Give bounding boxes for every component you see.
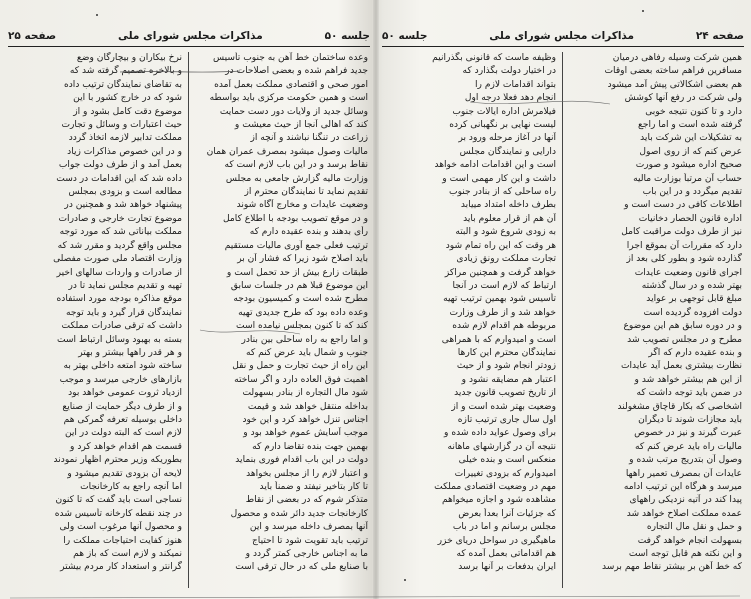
text-line: موقع مذاکره بودجه مورد استفاده xyxy=(56,294,182,305)
text-line: باید مجازات شوند تا دیگران xyxy=(638,414,742,425)
text-line: و در موقع تصویب بودجه با اطلاع کامل xyxy=(223,213,368,224)
text-line: است و همین حکومت مرکزی باید بواسطه xyxy=(209,93,368,104)
text-line: است و امیدوارم که با همراهی xyxy=(441,334,556,345)
text-line: اما آنچه راجع به کارخانجات xyxy=(80,482,182,492)
text-line: وعده داده بود که طرح جدیدی تهیه xyxy=(238,307,368,318)
text-line: شود که در خارج کشور با این xyxy=(73,93,182,104)
text-line: مبلغ قابل توجهی بر عواید xyxy=(646,294,742,305)
text-line: مربوطه هم اقدام لازم شده xyxy=(452,321,556,332)
text-line: بازارهای خارجی میرسد و موجب xyxy=(59,374,182,385)
text-line: وظیفه ماست که قانونی بگذرانیم xyxy=(432,53,556,63)
text-line: تجارت مملکت رونق زیادی xyxy=(456,254,556,265)
text-line: آن هم از قرار معلوم باید xyxy=(463,213,556,224)
text-line: کارخانجات جدید دائر شده و محصول xyxy=(230,508,368,519)
text-line: در اختیار دولت بگذارد که xyxy=(462,66,556,77)
text-line: بطرف داخله امتداد مییابد xyxy=(460,200,556,211)
text-line: همین شرکت وسیله رفاهی درمیان xyxy=(612,53,742,63)
text-line: تا کار بتأخیر نیفتد و ضمناً باید xyxy=(259,482,368,492)
text-line: و از طرف دیگر حمایت از صنایع xyxy=(62,401,182,412)
text-line: اول سال جاری ترتیب تازه xyxy=(457,414,556,425)
text-line: اداره قانون الحصار دخانیات xyxy=(638,213,742,224)
text-line: عبرت گیرند و نیز در خصوص xyxy=(634,428,742,439)
text-line: بسهولت انجام خواهد گرفت xyxy=(637,535,742,546)
text-line: مطالعه است و بزودی بمجلس xyxy=(68,187,182,198)
text-line: و این نکته هم قابل توجه است xyxy=(628,549,742,560)
text-line: و اما راجع به راه ساحلی بین بنادر xyxy=(241,334,368,345)
text-line: مالیات راه باید عرض کنم که xyxy=(635,441,742,452)
text-line: مشاهده شود و اجازه میخواهم xyxy=(441,495,556,506)
text-line: ازدیاد ثروت عمومی خواهد بود xyxy=(68,388,182,399)
right-page-number: صفحه ۲۴ xyxy=(695,30,744,42)
text-line: مهم در وضعیت اقتصادی مملکت xyxy=(434,482,556,492)
page-gutter xyxy=(373,0,379,599)
text-line: بسته به بهبود وسائل ارتباط است xyxy=(57,334,182,345)
text-line: مالیات وصول میشود بمصرف عمران همان xyxy=(206,146,368,157)
text-line: هر وقت که این راه تمام شود xyxy=(445,240,556,251)
text-line: نساجی است باید گفت که تا کنون xyxy=(55,495,182,506)
text-line: دولت در این باب اقدام فوری بنماید xyxy=(235,455,368,466)
text-line: این راه از حیث تجارت و حمل و نقل xyxy=(232,361,368,372)
text-line: بهتر شده و در سال گذشته xyxy=(641,280,742,291)
text-line: لازم است که البته دولت در این xyxy=(64,428,182,439)
text-line: در چند نقطه کارخانه تأسیس شده xyxy=(54,508,182,519)
text-line: نقاط برسد و در این باب لازم است که xyxy=(224,160,368,171)
right-page-column-left xyxy=(382,52,556,592)
right-page xyxy=(382,0,744,599)
scan-speck xyxy=(642,10,644,12)
left-page-number: صفحه ۲۵ xyxy=(8,30,57,42)
right-header-rule xyxy=(382,46,744,47)
text-line: و حمل و نقل مال التجاره xyxy=(646,522,742,533)
text-line: عرض کنم که از روی اصول xyxy=(639,146,742,157)
text-line: بطوریکه وزیر محترم اظهار نمودند xyxy=(53,455,182,466)
left-header-rule xyxy=(8,46,370,47)
text-line: تأسیس شود بهمین ترتیب تهیه xyxy=(443,294,556,305)
text-line: باید اصلاح شود زیرا که فشار آن بر xyxy=(237,254,368,265)
text-line: موضوع دقت کامل بشود و از xyxy=(73,106,182,117)
text-line: تقدیم نماید تا نمایندگان محترم از xyxy=(244,187,368,198)
scan-speck xyxy=(404,579,406,581)
text-line: کند که تا کنون بمجلس نیامده است xyxy=(236,321,368,332)
text-line: انجام دهد فعلا درجه اول xyxy=(464,93,556,104)
text-line: دارد و تا کنون نتیجه خوبی xyxy=(645,106,742,117)
text-line: بداخله منتقل خواهد شد و قیمت xyxy=(247,401,368,412)
text-line: از تاریخ تصویب قانون جدید xyxy=(454,388,556,399)
text-line: تهیه و تقدیم مجلس نماید تا در xyxy=(68,280,182,291)
text-line: وعده ساختمان خط آهن به جنوب تأسیس xyxy=(213,53,368,63)
text-line: نیز از طرف دولت مراقبت کامل xyxy=(621,227,742,238)
text-line: رأی بدهند و بنده عقیده دارم که xyxy=(249,227,368,238)
text-line: داشت که ترقی صادرات مملکت xyxy=(61,321,182,332)
text-line: مملکت بیاناتی شد که مورد توجه xyxy=(59,227,182,238)
text-line: وزارت اقتصاد ملی صورت مفصلی xyxy=(53,254,182,265)
text-line: قسمت هم اقدام خواهد کرد و xyxy=(70,441,182,452)
text-line: لیست نهایی بر نگهبانی کرده xyxy=(449,120,556,131)
text-line: مجلس واقع گردید و مقرر شد که xyxy=(57,240,182,251)
left-page-header xyxy=(8,28,370,44)
scan-speck xyxy=(96,14,98,16)
text-line: عایدات آن بمصرف تعمیر راهها xyxy=(625,468,742,479)
text-line: نرخ بیکاران و بیچارگان وضع xyxy=(76,53,182,63)
text-line: در ضمن باید توجه داشت که xyxy=(636,388,742,399)
text-line: طبقات زارع بیش از حد تحمل است و xyxy=(226,267,368,278)
right-page-header xyxy=(382,28,744,44)
text-line: هنوز کفایت احتیاجات مملکت را xyxy=(63,535,182,546)
text-line: اجرای قانون وضعیت عایدات xyxy=(634,267,742,278)
text-line: داخلی بوسیله تعرفه گمرکی هم xyxy=(63,414,182,425)
text-line: و بالاخره تصمیم گرفته شد که xyxy=(69,66,182,77)
text-line: گرانتر و استعداد کار مردم بیشتر xyxy=(60,562,182,573)
text-line: منعکس است و بنده خیلی xyxy=(458,455,556,466)
text-line: نمایندگان محترم این کارها xyxy=(457,347,556,358)
text-line: دولت افزوده گردیده است xyxy=(643,307,742,318)
text-line: دارد که مقررات آن بموقع اجرا xyxy=(626,240,742,251)
text-line: زراعت در تنگنا نباشند و آنچه از xyxy=(250,133,368,144)
text-line: ایران بدفعات بر آنها برسد xyxy=(458,562,556,573)
left-running-title: مذاکرات مجلس شورای ملی xyxy=(118,30,263,42)
left-session-label: جلسه ۵۰ xyxy=(324,30,370,42)
text-line: وصول آن بتدریج مرتب شده و xyxy=(629,455,742,466)
text-line: خواهد شد و از طرف وزارت xyxy=(449,307,556,318)
text-line: و در این خصوص مذاکرات زیاد xyxy=(67,146,182,157)
text-line: جنوب و شمال باید عرض کنم که xyxy=(246,347,368,358)
text-line: مطرح شده است و کمیسیون بودجه xyxy=(233,294,368,305)
text-line: وزارت مالیه گزارش جامعی به مجلس xyxy=(225,173,368,184)
text-line: نمیکند و لازم است که باز هم xyxy=(73,549,182,560)
text-line: آنها در آغاز مرحله ورود بر xyxy=(458,133,556,144)
text-line: هم اقداماتی بعمل آمده که xyxy=(456,549,556,560)
text-line: پیدا کند در آتیه نزدیکی راههای xyxy=(629,495,742,506)
text-line: پیشنهاد خواهد شد و همچنین در xyxy=(64,200,182,211)
text-line: دارایی و نمایندگان مجلس xyxy=(459,146,556,157)
text-line: آنها بمصرف داخله میرسد و این xyxy=(249,522,368,533)
text-line: امور صحی و اقتصادی مملکت بعمل آمده xyxy=(214,79,368,90)
text-line: این موضوع قبلا هم در جلسات سابق xyxy=(230,280,368,291)
text-line: ساخته شود امتعه داخلی بهتر به xyxy=(63,361,182,372)
text-line: لایحه آن بزودی تقدیم میشود و xyxy=(67,468,182,479)
text-line: فیلامرش اداره ایالات جنوب xyxy=(452,106,556,117)
text-line: و هر قدر راهها بیشتر و بهتر xyxy=(78,347,182,358)
text-line: وسائل جدید از ولایات دور دست حمایت xyxy=(219,106,368,117)
text-line: به زودی شروع شود و البته xyxy=(455,227,556,238)
text-line: داده شد که این اقدامات در دست xyxy=(56,173,182,184)
text-line: راه ساحلی که از بنادر جنوب xyxy=(449,187,556,198)
text-line: به تقاضای نمایندگان ترتیب داده xyxy=(63,79,182,90)
text-line: شود مال التجاره از بنادر بسهولت xyxy=(242,388,368,399)
text-line: مطرح و در مجلس تصویب شد xyxy=(627,334,742,345)
text-line: به تشکیلات این شرکت باید xyxy=(640,133,742,144)
right-page-column-divider xyxy=(562,52,563,588)
text-line: امیدوارم که بزودی تغییرات xyxy=(454,468,556,479)
text-line: جدید فراهم شده و بعضی اصلاحات در xyxy=(225,66,368,77)
text-line: گرفته شده است و اما راجع xyxy=(638,120,742,131)
text-line: اهمیت فوق العاده دارد و اگر ساخته xyxy=(234,374,368,385)
text-line: تقدیم میگردد و در این باب xyxy=(642,187,742,198)
left-page-column-right xyxy=(194,52,368,592)
text-line: نظارت بیشتری بعمل آید عایدات xyxy=(620,361,742,372)
text-line: ترتیب فعلی جمع آوری مالیات مستقیم xyxy=(224,240,368,251)
text-line: که جزئیات آنرا بعداً بعرض xyxy=(458,508,556,519)
text-line: خواهد گرفت و همچنین مراکز xyxy=(444,267,556,278)
text-line: از این هم بیشتر خواهد شد و xyxy=(634,374,742,385)
text-line: هم بعضی اشکالاتی پیش آمد میشود xyxy=(607,79,742,90)
text-line: عمده مملکت اصلاح خواهد شد xyxy=(626,508,742,519)
text-line: بهمین جهت بنده تقاضا دارم که xyxy=(252,441,368,452)
text-line: نتیجه آن در گزارشهای ماهانه xyxy=(447,441,556,452)
text-line: ترتیب باید تقویت شود تا احتیاج xyxy=(251,535,368,546)
text-line: وضعیت عایدات و مخارج آگاه شوند xyxy=(236,200,368,211)
text-line: برای وصول عواید داده شده و xyxy=(444,428,556,439)
text-line: زودتر انجام شود و از حیث xyxy=(456,361,556,372)
text-line: میرسد و هرگاه این ترتیب ادامه xyxy=(623,482,742,492)
text-line: متذکر شوم که در بعضی از نقاط xyxy=(245,495,368,506)
text-line: موضوع تجارت خارجی و صادرات xyxy=(58,213,182,224)
text-line: داشت و این کار مهمی است و xyxy=(442,173,556,184)
text-line: حیث اعتبارات و وسائل و تجارت xyxy=(61,120,182,131)
text-line: بعمل آمد و از طرف دولت جواب xyxy=(58,160,182,171)
text-line: صحیح اداره میشود و صورت xyxy=(635,160,742,171)
left-page-column-divider xyxy=(188,52,189,588)
text-line: اطلاعات کافی در دست است و xyxy=(624,200,742,211)
text-line: حساب آن مرتباً بوزارت مالیه xyxy=(633,173,742,184)
text-line: مملکت تدابیر لازمه اتخاذ گردد xyxy=(68,133,182,144)
text-line: اعتبار هم مضایقه نشود و xyxy=(461,374,556,385)
text-line: نمایندگان قرار گیرد و باید توجه xyxy=(66,307,182,318)
text-line: اشخاصی که بکار قاچاق مشغولند xyxy=(617,401,742,412)
text-line: اجناس تنزل خواهد کرد و این خود xyxy=(242,414,368,425)
text-line: و اعتبار لازم را از مجلس بخواهد xyxy=(246,468,368,479)
text-line: ما به اجناس خارجی کمتر گردد و xyxy=(245,549,368,560)
text-line: گذارده شود و بطور کلی بعد از xyxy=(626,254,742,265)
text-line: کند که اهالی آنجا از حیث معیشت و xyxy=(234,120,368,131)
text-line: ارتباط که لازم است در آنجا xyxy=(452,280,556,291)
text-line: و محصول آنها مرغوب است ولی xyxy=(59,522,182,533)
right-running-title: مذاکرات مجلس شورای ملی xyxy=(489,30,634,42)
text-line: ماهیگیری در سواحل دریای خزر xyxy=(437,535,556,546)
text-line: و در دوره سابق هم این موضوع xyxy=(623,321,742,332)
text-line: مسافرین فراهم ساخته بعضی اوقات xyxy=(604,66,742,77)
text-line: است و این اقدامات ادامه خواهد xyxy=(434,160,556,171)
text-line: ولی شرکت در رفع آنها کوشش xyxy=(624,93,742,104)
text-line: موجب آسایش عموم خواهد بود و xyxy=(243,428,368,439)
text-line: از صادرات و واردات سالهای اخیر xyxy=(56,267,182,278)
left-page-column-left xyxy=(8,52,182,592)
right-session-label: جلسه ۵۰ xyxy=(382,30,428,42)
text-line: و بنده عقیده دارم که اگر xyxy=(648,347,742,358)
text-line: بتواند اقدامات لازم را xyxy=(475,79,556,90)
text-line: با صنایع ملی که در حال ترقی است xyxy=(235,562,368,573)
left-page xyxy=(8,0,370,599)
text-line: که خط آهن بر بیشتر نقاط مهم برسد xyxy=(601,562,742,573)
text-line: وضعیت بهتر شده است و از xyxy=(451,401,556,412)
right-page-column-right xyxy=(568,52,742,592)
text-line: مجلس برسانم و اما در باب xyxy=(452,522,556,533)
